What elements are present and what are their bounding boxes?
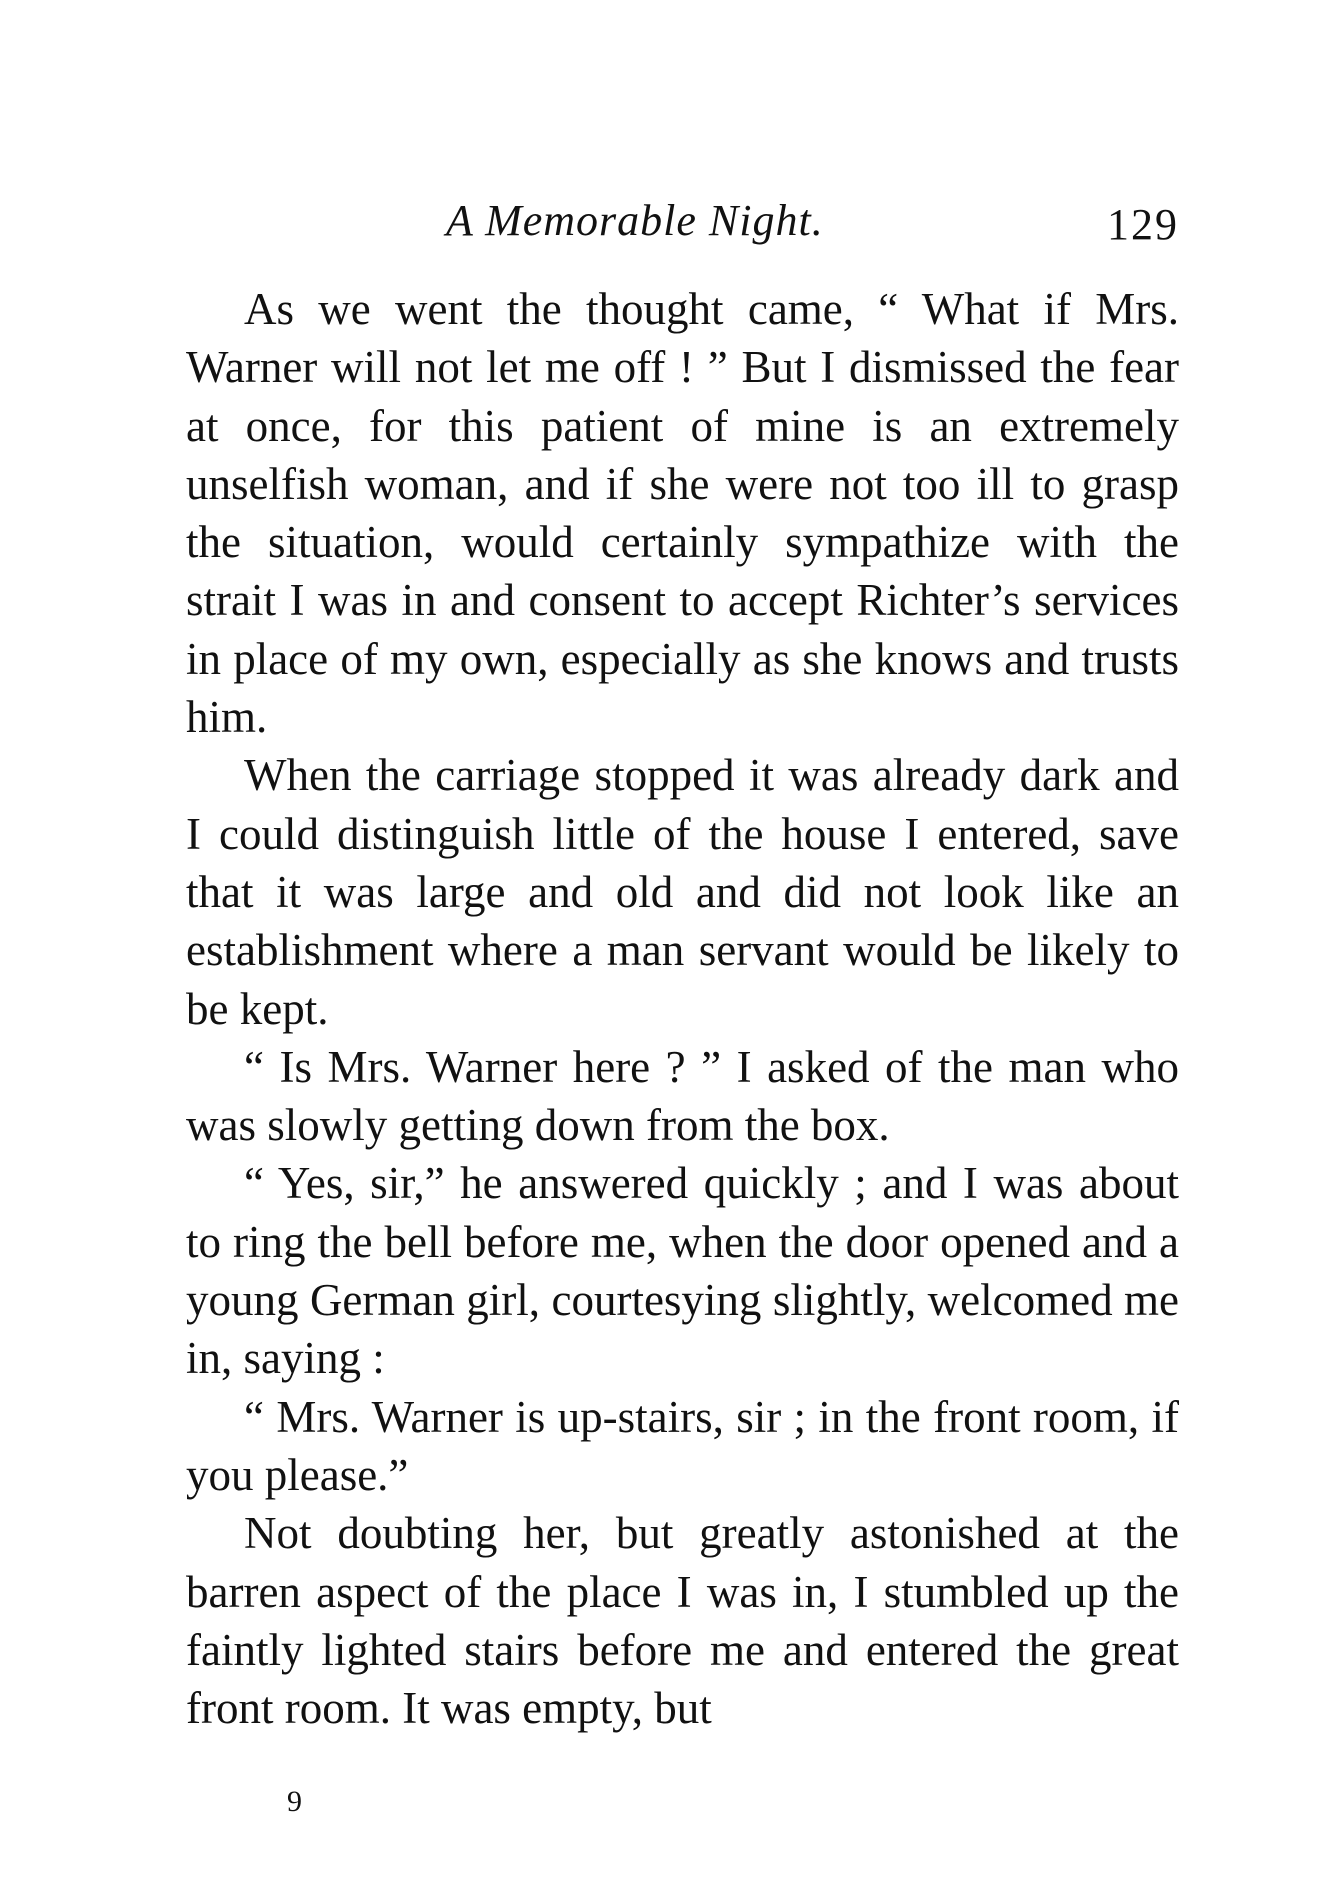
- paragraph: “ Yes, sir,” he answered quickly ; and I was about to ring the bell before me, when the door opened and a young German girl, courtesying slightly, welcomed me in, saying :: [186, 1158, 1179, 1384]
- paragraph: Not doubting her, but greatly astonished at the barren aspect of the place I was in, I stumbled up the faintly lighted stairs before me and entered the great front room. It was empty, but: [186, 1508, 1179, 1734]
- signature-mark: 9: [287, 1785, 302, 1818]
- paragraph: “ Is Mrs. Warner here ? ” I asked of the man who was slowly getting down from the box.: [186, 1041, 1179, 1151]
- paragraph: When the carriage stopped it was already dark and I could distinguish little of the house I entered, save that it was large and old and did not look like an establishment where a man servant would be likely to be kept.: [186, 750, 1179, 1034]
- paragraph: “ Mrs. Warner is up-stairs, sir ; in the front room, if you please.”: [186, 1391, 1179, 1500]
- paragraph: As we went the thought came, “ What if Mrs. Warner will not let me off ! ” But I dismissed the fear at once, for this patient of mine is an extremely unselfish woman, and if she were not too ill to grasp the situation, would certainly sympathize with the strait I was in and consent to accept Richter’s services in place of my own, especially as she knows and trusts him.: [186, 284, 1179, 743]
- page-header: [186, 195, 1179, 255]
- page-number: 129: [1107, 200, 1179, 249]
- running-title: A Memorable Night.: [446, 196, 824, 245]
- body-text: [186, 280, 1179, 1737]
